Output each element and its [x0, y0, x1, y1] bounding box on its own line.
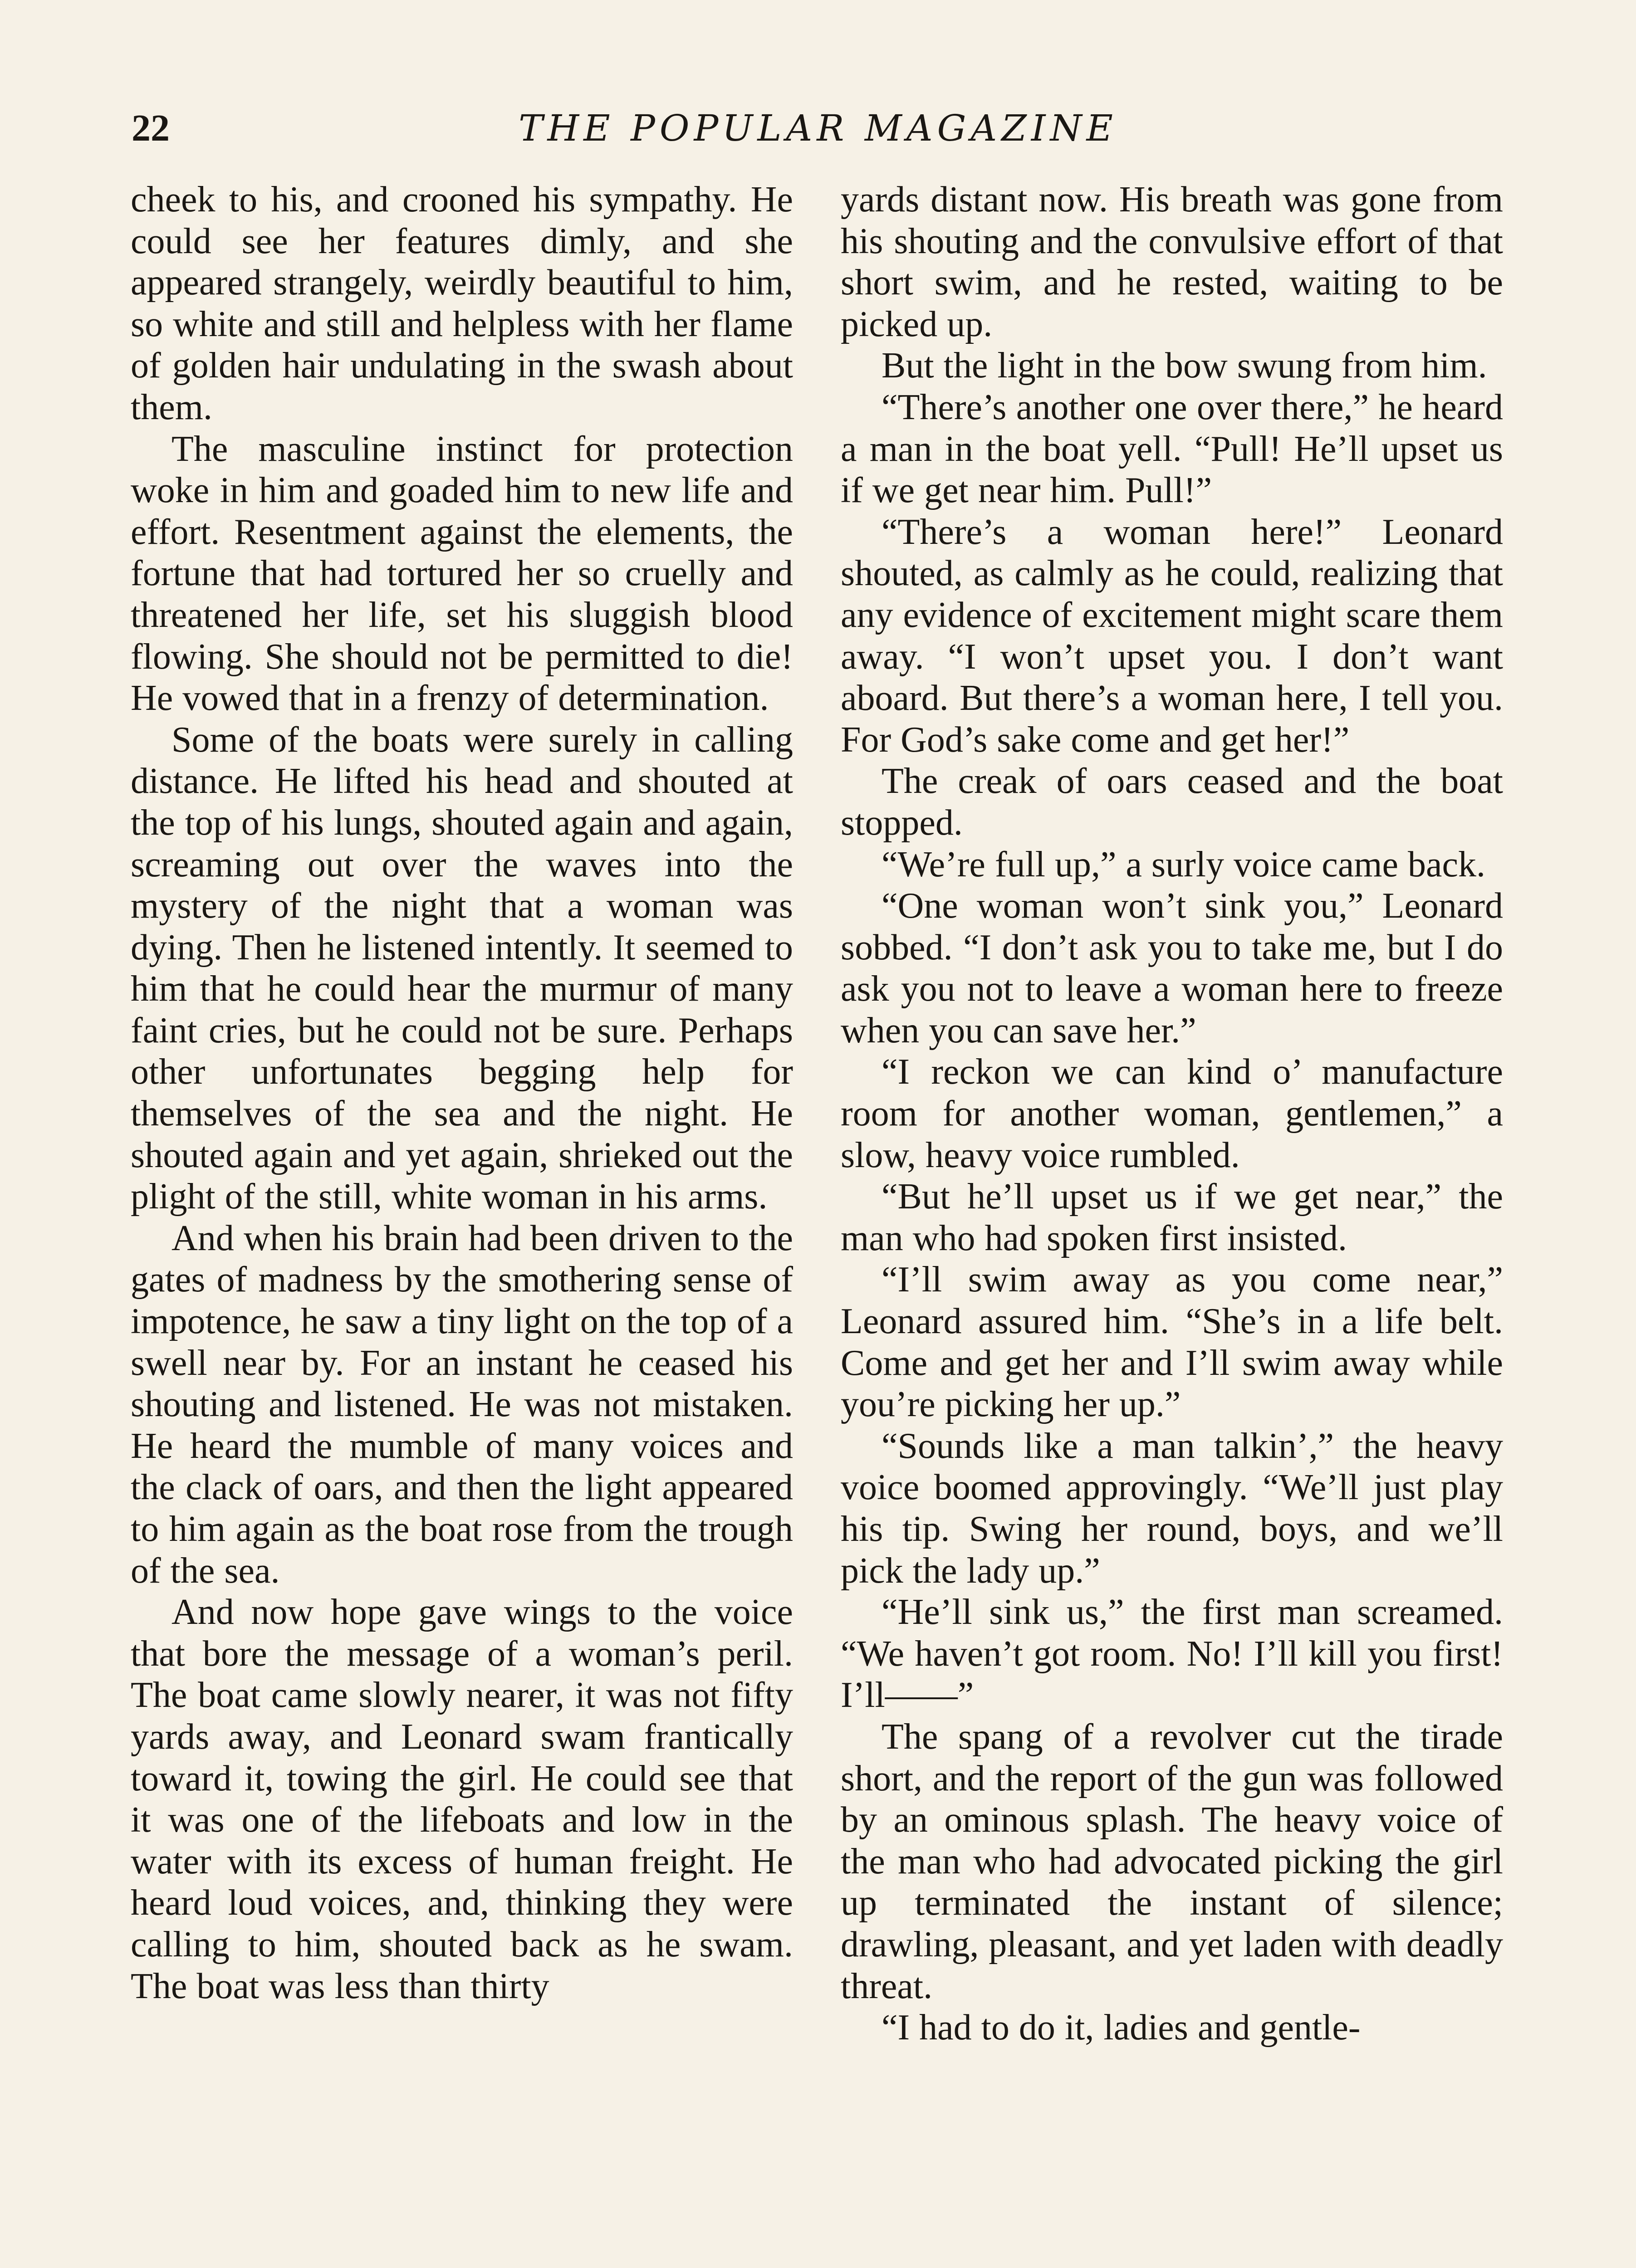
running-title: THE POPULAR MAGAZINE	[519, 107, 1117, 149]
paragraph: The masculine instinct for protection woke in him and goaded him to new life and effort. Resentment against the elements, the fortune that had tortured her so cruelly and threatened her life, set his sluggish blood flowing. She should not be permitted to die! He vowed that in a frenzy of determination.	[131, 429, 793, 719]
paragraph: The spang of a revolver cut the tirade short, and the report of the gun was followed by an ominous splash. The heavy voice of the man who had advocated picking the girl up terminated the instant of silence; drawling, pleasant, and yet laden with deadly threat.	[841, 1716, 1503, 2006]
page-number: 22	[132, 107, 170, 149]
paragraph: “I reckon we can kind o’ manufacture room for another woman, gentlemen,” a slow, heavy voice rumbled.	[841, 1052, 1503, 1175]
paragraph: But the light in the bow swung from him.	[882, 346, 1487, 386]
paragraph: “There’s a woman here!” Leonard shouted, as calmly as he could, realizing that any evidence of excitement might scare them away. “I won’t upset you. I don’t want aboard. But there’s a woman here, I tell you. For God’s sake come and get her!”	[841, 512, 1503, 760]
right-column	[841, 179, 1503, 2049]
paragraph: And when his brain had been driven to the gates of madness by the smothering sense of impotence, he saw a tiny light on the top of a swell near by. For an instant he ceased his shouting and listened. He was not mistaken. He heard the mumble of many voices and the clack of oars, and then the light appeared to him again as the boat rose from the trough of the sea.	[131, 1218, 793, 1591]
paragraph: “I had to do it, ladies and gentle-	[882, 2008, 1361, 2048]
paragraph: “He’ll sink us,” the first man screamed. “We haven’t got room. No! I’ll kill you first! I’ll——”	[841, 1592, 1503, 1716]
paragraph: cheek to his, and crooned his sympathy. He could see her features dimly, and she appeared strangely, weirdly beautiful to him, so white and still and helpless with her flame of golden hair undulating in the swash about them.	[131, 180, 793, 427]
paragraph: “There’s another one over there,” he heard a man in the boat yell. “Pull! He’ll upset us if we get near him. Pull!”	[841, 387, 1503, 511]
paragraph: The creak of oars ceased and the boat stopped.	[841, 761, 1503, 843]
paragraph: “I’ll swim away as you come near,” Leonard assured him. “She’s in a life belt. Come and get her and I’ll swim away while you’re picking her up.”	[841, 1260, 1503, 1425]
page-header	[0, 103, 1636, 153]
paragraph: “We’re full up,” a surly voice came back.	[882, 844, 1486, 885]
paragraph: “But he’ll upset us if we get near,” the man who had spoken first insisted.	[841, 1177, 1503, 1258]
left-column	[131, 179, 793, 2007]
paragraph: “One woman won’t sink you,” Leonard sobbed. “I don’t ask you to take me, but I do ask you not to leave a woman here to freeze when you can save her.”	[841, 886, 1503, 1051]
paragraph: “Sounds like a man talkin’,” the heavy voice boomed approvingly. “We’ll just play his tip. Swing her round, boys, and we’ll pick the lady up.”	[841, 1426, 1503, 1591]
paragraph: yards distant now. His breath was gone from his shouting and the convulsive effort of that short swim, and he rested, waiting to be picked up.	[841, 180, 1503, 344]
paragraph: And now hope gave wings to the voice that bore the message of a woman’s peril. The boat came slowly nearer, it was not fifty yards away, and Leonard swam frantically toward it, towing the girl. He could see that it was one of the lifeboats and low in the water with its excess of human freight. He heard loud voices, and, thinking they were calling to him, shouted back as he swam. The boat was less than thirty	[131, 1592, 793, 2006]
paragraph: Some of the boats were surely in calling distance. He lifted his head and shouted at the top of his lungs, shouted again and again, screaming out over the waves into the mystery of the night that a woman was dying. Then he listened intently. It seemed to him that he could hear the murmur of many faint cries, but he could not be sure. Perhaps other unfortunates begging help for themselves of the sea and the night. He shouted again and yet again, shrieked out the plight of the still, white woman in his arms.	[131, 719, 793, 1217]
